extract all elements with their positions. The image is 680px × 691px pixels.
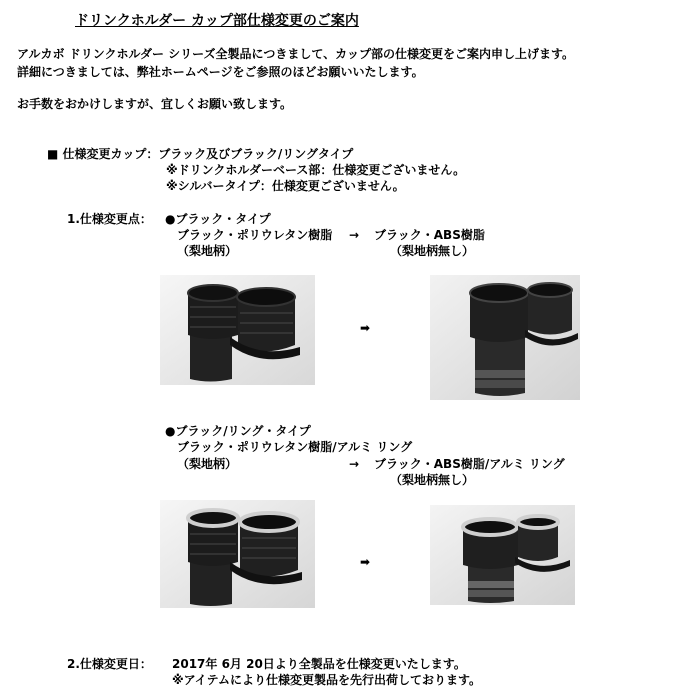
black-after-material: ブラック・ABS樹脂 xyxy=(374,228,485,242)
black-after-photo xyxy=(430,275,580,400)
intro-line-2: 詳細につきましては、弊社ホームページをご参照のほどお願いいたします。 xyxy=(17,65,424,79)
change-date-label: 2.仕様変更日： xyxy=(67,657,152,671)
black-before-pattern: （梨地柄） xyxy=(177,244,238,258)
black-before-material: ブラック・ポリウレタン樹脂 xyxy=(177,228,333,242)
ring-after-photo xyxy=(430,505,575,605)
change-date-line-2: ※アイテムにより仕様変更製品を先行出荷しております。 xyxy=(172,673,482,687)
ring-before-material: ブラック・ポリウレタン樹脂/アルミ リング xyxy=(177,440,413,454)
ring-type-label: ●ブラック/リング・タイプ xyxy=(165,424,311,438)
intro-line-3: お手数をおかけしますが、宜しくお願い致します。 xyxy=(17,97,293,111)
black-before-photo xyxy=(160,275,315,385)
spec-heading: ■ 仕様変更カップ：ブラック及びブラック/リングタイプ xyxy=(47,147,354,161)
change-points-label: 1.仕様変更点： xyxy=(67,212,152,226)
page-title: ドリンクホルダー カップ部仕様変更のご案内 xyxy=(75,13,359,29)
black-change-arrow: → xyxy=(349,228,360,242)
black-photo-arrow: ➡ xyxy=(360,321,371,335)
spec-note-silver: ※シルバータイプ：仕様変更ございません。 xyxy=(166,179,405,193)
ring-change-arrow: → xyxy=(349,457,360,471)
ring-photo-arrow: ➡ xyxy=(360,555,371,569)
ring-before-photo xyxy=(160,500,315,608)
ring-after-material: ブラック・ABS樹脂/アルミ リング xyxy=(374,457,565,471)
black-after-pattern: （梨地柄無し） xyxy=(390,244,475,258)
black-type-label: ●ブラック・タイプ xyxy=(165,212,271,226)
spec-note-base: ※ドリンクホルダーベース部：仕様変更ございません。 xyxy=(166,163,466,177)
ring-before-pattern: （梨地柄） xyxy=(177,457,238,471)
intro-line-1: アルカボ ドリンクホルダー シリーズ全製品につきまして、カップ部の仕様変更をご案内申し上げます。 xyxy=(17,47,574,61)
change-date-line-1: 2017年 6月 20日より全製品を仕様変更いたします。 xyxy=(172,657,466,671)
ring-after-pattern: （梨地柄無し） xyxy=(390,473,475,487)
